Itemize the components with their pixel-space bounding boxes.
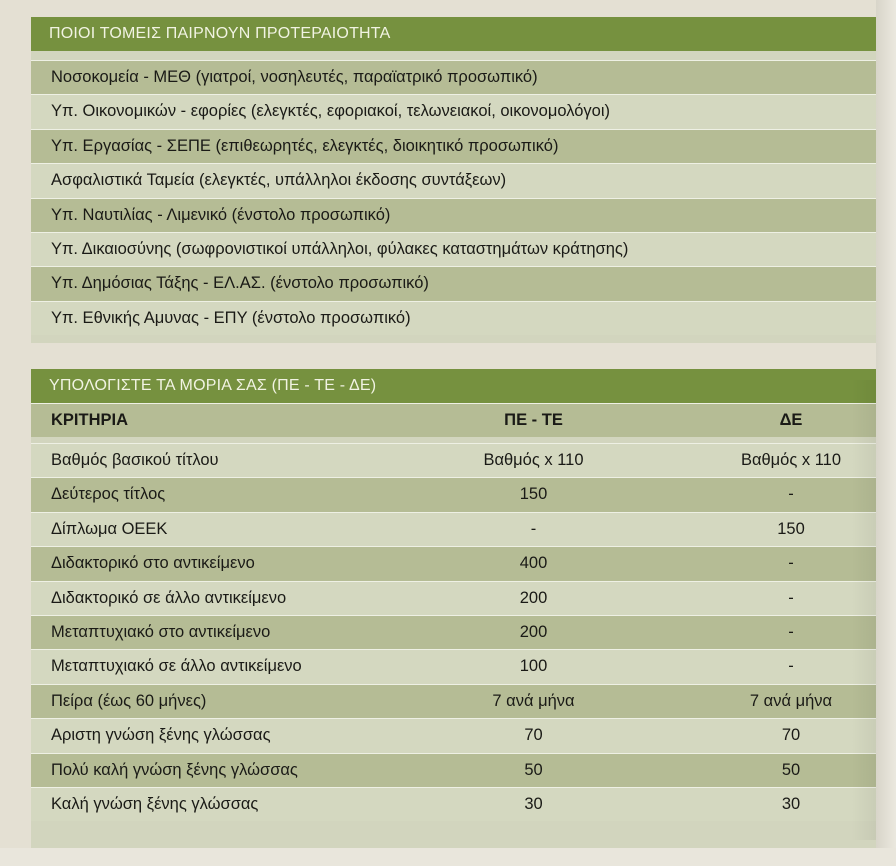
- priority-item: Υπ. Ναυτιλίας - Λιμενικό (ένστολο προσωπικό): [51, 205, 391, 224]
- de-value: -: [788, 485, 794, 504]
- priority-item: Υπ. Εθνικής Αμυνας - ΕΠΥ (ένστολο προσωπικό): [51, 308, 411, 327]
- de-value: 150: [777, 519, 805, 538]
- pe-te-value: 30: [524, 795, 543, 813]
- pe-te-value: -: [530, 519, 537, 538]
- criterion: Πολύ καλή γνώση ξένης γλώσσας: [51, 760, 298, 779]
- pe-te-value: Βαθμός x 110: [483, 451, 584, 469]
- criterion: Διδακτορικό σε άλλο αντικείμενο: [51, 588, 287, 607]
- paper-bottom: [0, 848, 896, 866]
- pe-te-value: 7 ανά μήνα: [492, 691, 575, 710]
- priority-item: Υπ. Δικαιοσύνης (σωφρονιστικοί υπάλληλοι, φύλακες καταστημάτων κράτησης): [51, 240, 629, 258]
- points-row: [31, 684, 876, 718]
- criterion: Μεταπτυχιακό σε άλλο αντικείμενο: [51, 657, 302, 676]
- pe-te-value: 200: [519, 623, 548, 641]
- criterion: Πείρα (έως 60 μήνες): [51, 691, 207, 710]
- priority-row: [31, 94, 876, 128]
- points-header-row: [31, 403, 876, 437]
- pe-te-value: 100: [519, 657, 548, 676]
- priority-row: [31, 60, 876, 94]
- pe-te-value: 50: [524, 760, 543, 779]
- priority-row: [31, 301, 876, 335]
- de-value: -: [788, 588, 794, 607]
- de-value: Βαθμός x 110: [740, 451, 842, 469]
- priority-row: [31, 163, 876, 197]
- points-table: [31, 369, 876, 848]
- points-row: [31, 512, 876, 546]
- points-row: [31, 649, 876, 683]
- priority-row: [31, 129, 876, 163]
- col-header-de: ΔΕ: [779, 411, 803, 429]
- points-row: [31, 615, 876, 649]
- pe-te-value: 150: [519, 485, 548, 504]
- pe-te-value: 200: [519, 588, 548, 607]
- pe-te-value: 400: [519, 554, 548, 573]
- priority-table-title: ΠΟΙΟΙ ΤΟΜΕΙΣ ΠΑΙΡΝΟΥΝ ΠΡΟΤΕΡΑΙΟΤΗΤΑ: [31, 17, 876, 51]
- points-row: [31, 443, 876, 477]
- pe-te-value: 70: [524, 726, 543, 745]
- de-value: -: [788, 554, 794, 573]
- points-row: [31, 546, 876, 580]
- de-value: 70: [781, 726, 801, 745]
- priority-table: [31, 17, 876, 343]
- criterion: Διδακτορικό στο αντικείμενο: [51, 554, 255, 573]
- priority-item: Ασφαλιστικά Ταμεία (ελεγκτές, υπάλληλοι έκδοσης συντάξεων): [51, 171, 507, 190]
- points-row: [31, 787, 876, 821]
- priority-item: Υπ. Δημόσιας Τάξης - ΕΛ.ΑΣ. (ένστολο προσωπικό): [51, 274, 429, 293]
- priority-row: [31, 266, 876, 300]
- points-table-title: ΥΠΟΛΟΓΙΣΤΕ ΤΑ ΜΟΡΙΑ ΣΑΣ (ΠΕ - ΤΕ - ΔΕ): [31, 369, 876, 403]
- criterion: Δίπλωμα ΟΕΕΚ: [51, 519, 168, 538]
- points-row: [31, 718, 876, 752]
- col-header-pe-te: ΠΕ - ΤΕ: [504, 411, 563, 429]
- col-header-criteria: ΚΡΙΤΗΡΙΑ: [51, 411, 129, 429]
- de-value: 7 ανά μήνα: [749, 691, 833, 710]
- priority-item: Υπ. Εργασίας - ΣΕΠΕ (επιθεωρητές, ελεγκτές, διοικητικό προσωπικό): [51, 136, 559, 155]
- points-row: [31, 477, 876, 511]
- criterion: Καλή γνώση ξένης γλώσσας: [51, 795, 259, 813]
- points-row: [31, 753, 876, 787]
- criterion: Βαθμός βασικού τίτλου: [51, 451, 219, 469]
- de-value: 50: [781, 760, 801, 779]
- points-row: [31, 581, 876, 615]
- de-value: -: [788, 623, 794, 641]
- de-value: -: [788, 657, 794, 676]
- priority-row: [31, 232, 876, 266]
- priority-row: [31, 198, 876, 232]
- priority-item: Υπ. Οικονομικών - εφορίες (ελεγκτές, εφοριακοί, τελωνειακοί, οικονομολόγοι): [51, 102, 610, 121]
- de-value: 30: [781, 795, 801, 813]
- criterion: Δεύτερος τίτλος: [51, 485, 166, 504]
- paper-edge: [876, 0, 896, 866]
- priority-item: Νοσοκομεία - ΜΕΘ (γιατροί, νοσηλευτές, παραϊατρικό προσωπικό): [51, 68, 538, 86]
- criterion: Μεταπτυχιακό στο αντικείμενο: [51, 623, 271, 641]
- criterion: Αριστη γνώση ξένης γλώσσας: [51, 726, 271, 745]
